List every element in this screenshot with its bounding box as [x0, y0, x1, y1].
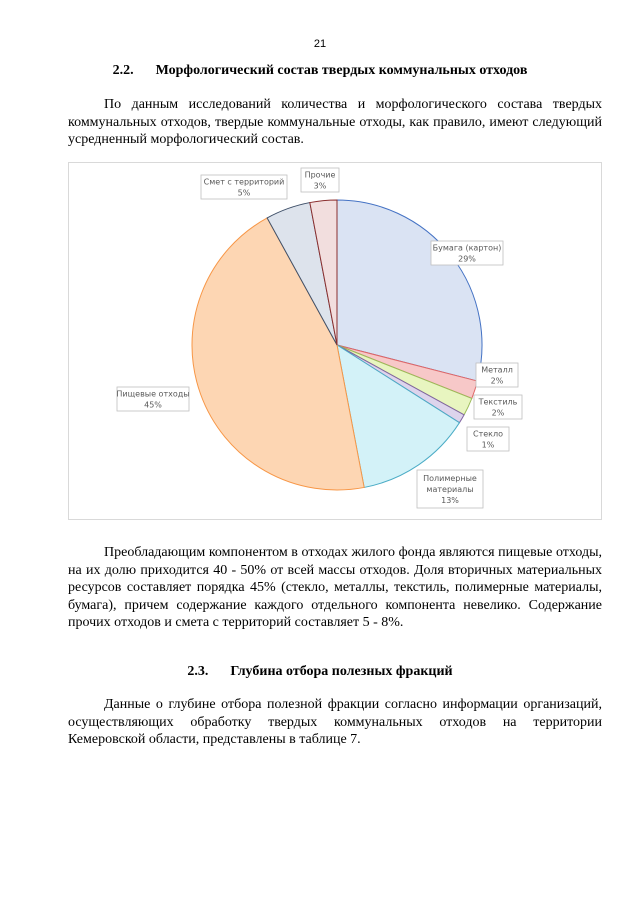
data-label-category: Пищевые отходы — [116, 389, 190, 399]
data-label-category: Стекло — [472, 429, 504, 439]
data-label-value: 29% — [458, 254, 476, 264]
data-label-смет-с-территорий — [201, 175, 287, 199]
data-label-полимерные-материалы — [417, 470, 483, 508]
body-paragraph-2: Данные о глубине отбора полезной фракции согласно информации организаций, осуществляющих обработку твердых коммунальных отходов на территории Кемеровской области, представлены в таблице 7. — [68, 697, 602, 747]
data-label-category: Смет с территорий — [203, 177, 285, 187]
intro-paragraph: По данным исследований количества и морфологического состава твердых коммунальных отходов, твердые коммунальные отходы, как правило, имеют следующий усредненный морфологический состав. — [68, 97, 602, 147]
section-number: 2.3. — [187, 664, 209, 679]
data-label-category: Текстиль — [478, 397, 518, 407]
data-label-value: 1% — [481, 440, 495, 450]
data-label-бумага-картон- — [431, 241, 503, 265]
pie-chart-frame — [68, 162, 602, 520]
pie-chart — [69, 163, 603, 521]
section-heading-2-2 — [0, 63, 640, 79]
data-label-category: Бумага (картон) — [432, 243, 502, 253]
page-number: 21 — [313, 38, 327, 50]
data-label-value: 3% — [313, 181, 327, 191]
section-heading-2-3 — [0, 664, 640, 680]
data-label-металл — [476, 363, 518, 387]
section-title: Глубина отбора полезных фракций — [230, 664, 453, 679]
data-label-стекло — [467, 427, 509, 451]
data-label-value: 45% — [144, 400, 162, 410]
data-label-category: Металл — [481, 365, 513, 375]
body-paragraph-1: Преобладающим компонентом в отходах жилого фонда являются пищевые отходы, на их долю приходится 40 - 50% от всей массы отходов. Доля вторичных материальных ресурсов составляет порядка 45% (стекло, металлы, текстиль, полимерные материалы, бумага), причем содержание каждого отдельного компонента невелико. Содержание прочих отходов и смета с территорий составляет 5 - 8%. — [68, 545, 602, 630]
section-title: Морфологический состав твердых коммунальных отходов — [155, 63, 528, 78]
section-number: 2.2. — [112, 63, 134, 78]
data-label-прочие — [301, 168, 339, 192]
data-label-value: 5% — [237, 188, 251, 198]
data-label-value: 13% — [441, 496, 459, 505]
data-label-category: материалы — [426, 485, 474, 494]
data-label-value: 2% — [490, 376, 504, 386]
data-label-пищевые-отходы — [116, 387, 189, 411]
data-label-текстиль — [474, 395, 522, 419]
data-label-category: Прочие — [304, 170, 336, 180]
data-label-category: Полимерные — [423, 474, 477, 483]
data-label-value: 2% — [491, 408, 505, 418]
